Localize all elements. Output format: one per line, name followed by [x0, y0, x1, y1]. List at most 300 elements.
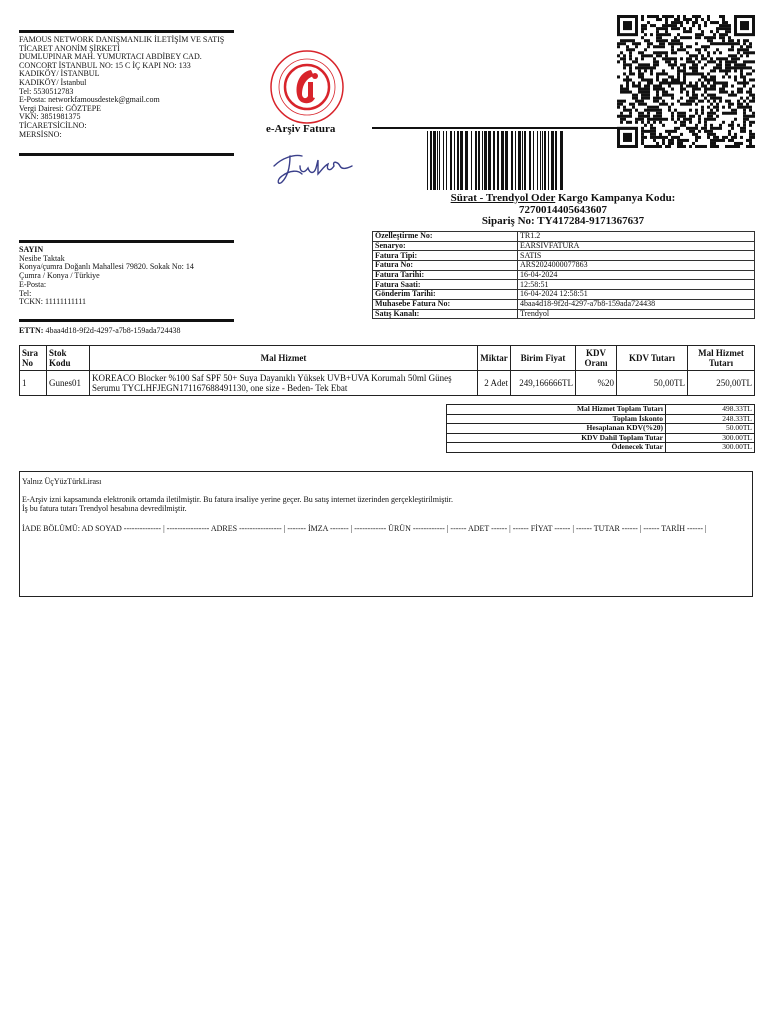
cell-desc: KOREACO Blocker %100 Saf SPF 50+ Suya Dayanıklı Yüksek UVB+UVA Korumalı 50ml Güneş Serumu TYCLHFJEGN171167688491130, one size - Beden- Tek Ebat — [90, 371, 478, 396]
qr-module — [716, 63, 719, 66]
barcode-bar — [555, 131, 557, 190]
qr-module — [662, 69, 665, 72]
qr-module — [719, 91, 722, 94]
qr-module — [713, 142, 716, 145]
qr-module — [725, 85, 728, 88]
qr-module — [695, 85, 698, 88]
barcode-bar — [433, 131, 436, 190]
qr-module — [719, 127, 722, 130]
qr-module — [680, 48, 683, 51]
qr-module — [743, 42, 746, 45]
qr-module — [701, 82, 704, 85]
qr-module — [752, 85, 755, 88]
qr-module — [737, 57, 740, 60]
barcode-bar — [437, 131, 438, 190]
qr-module — [641, 142, 644, 145]
qr-module — [641, 36, 644, 39]
qr-module — [746, 82, 749, 85]
qr-module — [701, 75, 704, 78]
qr-module — [677, 39, 680, 42]
qr-module — [656, 27, 659, 30]
qr-module — [674, 60, 677, 63]
qr-module — [716, 139, 719, 142]
qr-module — [659, 39, 662, 42]
qr-module — [707, 112, 710, 115]
qr-module — [722, 106, 725, 109]
qr-module — [701, 30, 704, 33]
qr-module — [734, 75, 737, 78]
qr-module — [641, 100, 644, 103]
qr-module — [665, 103, 668, 106]
qr-module — [671, 21, 674, 24]
qr-module — [665, 21, 668, 24]
qr-module — [725, 69, 728, 72]
qr-module — [692, 94, 695, 97]
qr-module — [650, 42, 653, 45]
qr-module — [674, 51, 677, 54]
qr-module — [659, 88, 662, 91]
qr-module — [641, 63, 644, 66]
qr-module — [710, 21, 713, 24]
barcode-bar — [454, 131, 455, 190]
qr-module — [662, 45, 665, 48]
qr-module — [719, 60, 722, 63]
qr-module — [692, 97, 695, 100]
qr-module — [677, 33, 680, 36]
qr-module — [740, 69, 743, 72]
qr-module — [647, 109, 650, 112]
qr-module — [686, 45, 689, 48]
qr-module — [731, 136, 734, 139]
qr-module — [641, 130, 644, 133]
totals-row — [447, 433, 755, 443]
qr-module — [746, 54, 749, 57]
qr-module — [641, 54, 644, 57]
qr-module — [641, 57, 644, 60]
sender-line: Vergi Dairesi: GÖZTEPE — [19, 103, 102, 113]
buyer-line: TCKN: 11111111111 — [19, 297, 87, 307]
qr-module — [650, 24, 653, 27]
qr-module — [731, 103, 734, 106]
qr-module — [632, 42, 635, 45]
qr-module — [743, 48, 746, 51]
barcode-bar — [497, 131, 499, 190]
qr-module — [671, 24, 674, 27]
qr-module — [671, 39, 674, 42]
qr-module — [656, 75, 659, 78]
qr-module — [617, 106, 620, 109]
qr-module — [689, 60, 692, 63]
qr-module — [653, 121, 656, 124]
qr-module — [662, 136, 665, 139]
qr-module — [638, 88, 641, 91]
qr-module — [698, 145, 701, 148]
qr-module — [713, 36, 716, 39]
qr-module — [650, 82, 653, 85]
qr-module — [686, 94, 689, 97]
qr-module — [653, 57, 656, 60]
qr-module — [695, 109, 698, 112]
qr-module — [629, 39, 632, 42]
qr-module — [692, 142, 695, 145]
qr-module — [725, 91, 728, 94]
qr-module — [647, 94, 650, 97]
qr-module — [680, 85, 683, 88]
qr-module — [641, 18, 644, 21]
qr-module — [683, 36, 686, 39]
qr-module — [647, 118, 650, 121]
qr-module — [713, 118, 716, 121]
qr-module — [752, 69, 755, 72]
col-header: Mal Hizmet Tutarı — [688, 346, 755, 371]
qr-module — [707, 130, 710, 133]
qr-module — [644, 33, 647, 36]
qr-module — [698, 60, 701, 63]
qr-module — [680, 139, 683, 142]
info-key: Muhasebe Fatura No: — [373, 299, 518, 309]
qr-module — [686, 30, 689, 33]
qr-module — [653, 133, 656, 136]
qr-module — [695, 54, 698, 57]
qr-module — [686, 91, 689, 94]
qr-module — [671, 112, 674, 115]
qr-module — [743, 60, 746, 63]
qr-module — [704, 145, 707, 148]
qr-module — [671, 97, 674, 100]
buyer-rule-top — [19, 240, 234, 243]
qr-module — [635, 109, 638, 112]
qr-module — [695, 72, 698, 75]
totals-row — [447, 405, 755, 415]
qr-module — [680, 24, 683, 27]
qr-module — [704, 88, 707, 91]
header-rule-bottom — [19, 153, 234, 156]
qr-module — [656, 45, 659, 48]
qr-module — [713, 136, 716, 139]
qr-module — [710, 36, 713, 39]
qr-module — [749, 72, 752, 75]
qr-module — [665, 30, 668, 33]
qr-module — [644, 109, 647, 112]
info-key: Fatura Tarihi: — [373, 270, 518, 280]
qr-module — [668, 24, 671, 27]
qr-module — [698, 118, 701, 121]
qr-module — [731, 124, 734, 127]
qr-module — [719, 139, 722, 142]
qr-module — [686, 118, 689, 121]
qr-module — [683, 103, 686, 106]
qr-module — [620, 85, 623, 88]
qr-module — [653, 88, 656, 91]
qr-module — [722, 112, 725, 115]
qr-module — [740, 88, 743, 91]
qr-module — [641, 103, 644, 106]
qr-module — [695, 48, 698, 51]
qr-module — [698, 72, 701, 75]
qr-module — [731, 109, 734, 112]
qr-module — [728, 145, 731, 148]
qr-module — [647, 88, 650, 91]
qr-module — [707, 88, 710, 91]
col-header: Stok Kodu — [47, 346, 90, 371]
qr-module — [632, 85, 635, 88]
qr-module — [671, 57, 674, 60]
qr-module — [644, 97, 647, 100]
qr-module — [704, 130, 707, 133]
totals-row — [447, 424, 755, 434]
qr-module — [662, 51, 665, 54]
qr-module — [728, 42, 731, 45]
qr-module — [719, 36, 722, 39]
qr-module — [692, 100, 695, 103]
qr-module — [740, 103, 743, 106]
qr-module — [659, 72, 662, 75]
qr-module — [752, 51, 755, 54]
qr-module — [716, 145, 719, 148]
qr-module — [659, 51, 662, 54]
qr-module — [740, 63, 743, 66]
qr-module — [653, 97, 656, 100]
buyer-line: Çumra / Konya / Türkiye — [19, 271, 100, 281]
qr-module — [629, 112, 632, 115]
qr-module — [671, 27, 674, 30]
buyer-line: SAYIN — [19, 245, 44, 254]
barcode-bar — [478, 131, 480, 190]
info-row — [373, 261, 755, 271]
qr-module — [731, 145, 734, 148]
qr-module — [692, 15, 695, 18]
qr-module — [689, 85, 692, 88]
sender-line: CONCORT İSTANBUL NO: 15 C İÇ KAPI NO: 133 — [19, 60, 191, 70]
info-row — [373, 241, 755, 251]
info-row — [373, 270, 755, 280]
qr-module — [698, 100, 701, 103]
info-key: Senaryo: — [373, 241, 518, 251]
qr-module — [626, 82, 629, 85]
qr-module — [671, 45, 674, 48]
qr-module — [659, 33, 662, 36]
qr-module — [692, 63, 695, 66]
qr-module — [710, 133, 713, 136]
qr-module — [713, 127, 716, 130]
qr-module — [710, 127, 713, 130]
qr-module — [728, 27, 731, 30]
qr-module — [623, 100, 626, 103]
qr-module — [683, 48, 686, 51]
qr-module — [623, 88, 626, 91]
barcode-bar — [540, 131, 541, 190]
ettn-label: ETTN: — [19, 326, 44, 335]
qr-module — [752, 60, 755, 63]
qr-module — [647, 15, 650, 18]
qr-module — [683, 63, 686, 66]
campaign-underlined: Sürat - Trendyol Oder — [450, 192, 556, 204]
qr-module — [647, 39, 650, 42]
qr-module — [659, 103, 662, 106]
qr-module — [719, 33, 722, 36]
qr-module — [704, 21, 707, 24]
qr-module — [656, 112, 659, 115]
qr-module — [620, 57, 623, 60]
qr-module — [692, 69, 695, 72]
qr-module — [740, 66, 743, 69]
qr-module — [662, 103, 665, 106]
qr-module — [665, 51, 668, 54]
qr-module — [680, 121, 683, 124]
qr-module — [713, 69, 716, 72]
qr-module — [701, 85, 704, 88]
qr-module — [728, 100, 731, 103]
barcode-bar — [518, 131, 521, 190]
qr-module — [653, 130, 656, 133]
qr-module — [695, 127, 698, 130]
qr-module — [668, 142, 671, 145]
qr-module — [680, 45, 683, 48]
qr-module — [707, 60, 710, 63]
qr-module — [659, 54, 662, 57]
qr-module — [737, 51, 740, 54]
qr-module — [623, 60, 626, 63]
qr-module — [728, 133, 731, 136]
qr-module — [713, 33, 716, 36]
qr-module — [707, 115, 710, 118]
qr-module — [641, 51, 644, 54]
qr-module — [668, 42, 671, 45]
info-value: 12:58:51 — [518, 280, 755, 290]
qr-module — [680, 91, 683, 94]
barcode-bar — [430, 131, 432, 190]
qr-module — [647, 78, 650, 81]
qr-module — [677, 136, 680, 139]
qr-module — [632, 94, 635, 97]
qr-module — [746, 106, 749, 109]
qr-module — [704, 85, 707, 88]
qr-module — [671, 66, 674, 69]
qr-module — [710, 124, 713, 127]
qr-module — [659, 27, 662, 30]
campaign-rest: Kargo Kampanya Kodu: — [555, 192, 676, 204]
barcode-bar — [522, 131, 523, 190]
qr-module — [683, 124, 686, 127]
ettn-line — [19, 326, 181, 335]
qr-module — [725, 57, 728, 60]
totals-value: 498.33TL — [666, 405, 755, 415]
qr-module — [650, 136, 653, 139]
qr-module — [710, 130, 713, 133]
qr-module — [725, 82, 728, 85]
qr-module — [665, 39, 668, 42]
qr-module — [722, 75, 725, 78]
qr-module — [641, 139, 644, 142]
qr-module — [737, 42, 740, 45]
qr-module — [671, 130, 674, 133]
qr-module — [641, 127, 644, 130]
qr-module — [737, 142, 740, 145]
qr-module — [635, 60, 638, 63]
qr-module — [638, 91, 641, 94]
qr-module — [659, 97, 662, 100]
qr-module — [644, 85, 647, 88]
qr-module — [662, 27, 665, 30]
qr-module — [743, 115, 746, 118]
qr-module — [701, 112, 704, 115]
qr-module — [620, 88, 623, 91]
notes-line: E-Arşiv izni kapsamında elektronik ortamda iletilmiştir. Bu fatura irsaliye yerine geçer. Bu satış internet üzerinden gerçekleştirilmiştir. — [22, 495, 453, 504]
qr-module — [659, 121, 662, 124]
qr-module — [650, 127, 653, 130]
cell-total: 250,00TL — [688, 371, 755, 396]
qr-module — [731, 85, 734, 88]
qr-module — [635, 94, 638, 97]
qr-module — [647, 115, 650, 118]
qr-module — [752, 133, 755, 136]
col-header: KDV Oranı — [576, 346, 617, 371]
qr-module — [710, 142, 713, 145]
qr-module — [683, 118, 686, 121]
qr-module — [749, 42, 752, 45]
qr-module — [719, 66, 722, 69]
qr-module — [710, 78, 713, 81]
qr-module — [710, 75, 713, 78]
qr-module — [686, 139, 689, 142]
totals-row — [447, 443, 755, 453]
sender-line: FAMOUS NETWORK DANIŞMANLIK İLETİŞİM VE SATIŞ — [19, 35, 225, 44]
qr-module — [734, 66, 737, 69]
qr-module — [749, 124, 752, 127]
qr-module — [710, 60, 713, 63]
qr-module — [719, 24, 722, 27]
qr-module — [734, 142, 737, 145]
totals-key: Hesaplanan KDV(%20) — [447, 424, 666, 434]
qr-module — [725, 100, 728, 103]
qr-module — [665, 72, 668, 75]
qr-module — [689, 97, 692, 100]
qr-module — [716, 42, 719, 45]
qr-module — [671, 139, 674, 142]
qr-module — [659, 85, 662, 88]
qr-module — [716, 103, 719, 106]
qr-module — [659, 115, 662, 118]
qr-module — [677, 145, 680, 148]
qr-module — [626, 63, 629, 66]
qr-module — [665, 145, 668, 148]
qr-module — [647, 106, 650, 109]
qr-module — [668, 106, 671, 109]
qr-module — [695, 33, 698, 36]
qr-module — [671, 63, 674, 66]
qr-module — [677, 15, 680, 18]
qr-module — [623, 66, 626, 69]
qr-module — [626, 88, 629, 91]
qr-module — [668, 57, 671, 60]
info-row — [373, 232, 755, 242]
qr-module — [662, 24, 665, 27]
qr-module — [707, 54, 710, 57]
qr-module — [671, 94, 674, 97]
qr-module — [617, 42, 620, 45]
qr-module — [677, 100, 680, 103]
qr-module — [671, 75, 674, 78]
qr-module — [656, 78, 659, 81]
qr-module — [713, 94, 716, 97]
gib-logo — [268, 48, 346, 126]
qr-module — [713, 78, 716, 81]
qr-module — [626, 85, 629, 88]
qr-module — [674, 78, 677, 81]
qr-module — [689, 100, 692, 103]
qr-module — [728, 75, 731, 78]
qr-module — [662, 72, 665, 75]
